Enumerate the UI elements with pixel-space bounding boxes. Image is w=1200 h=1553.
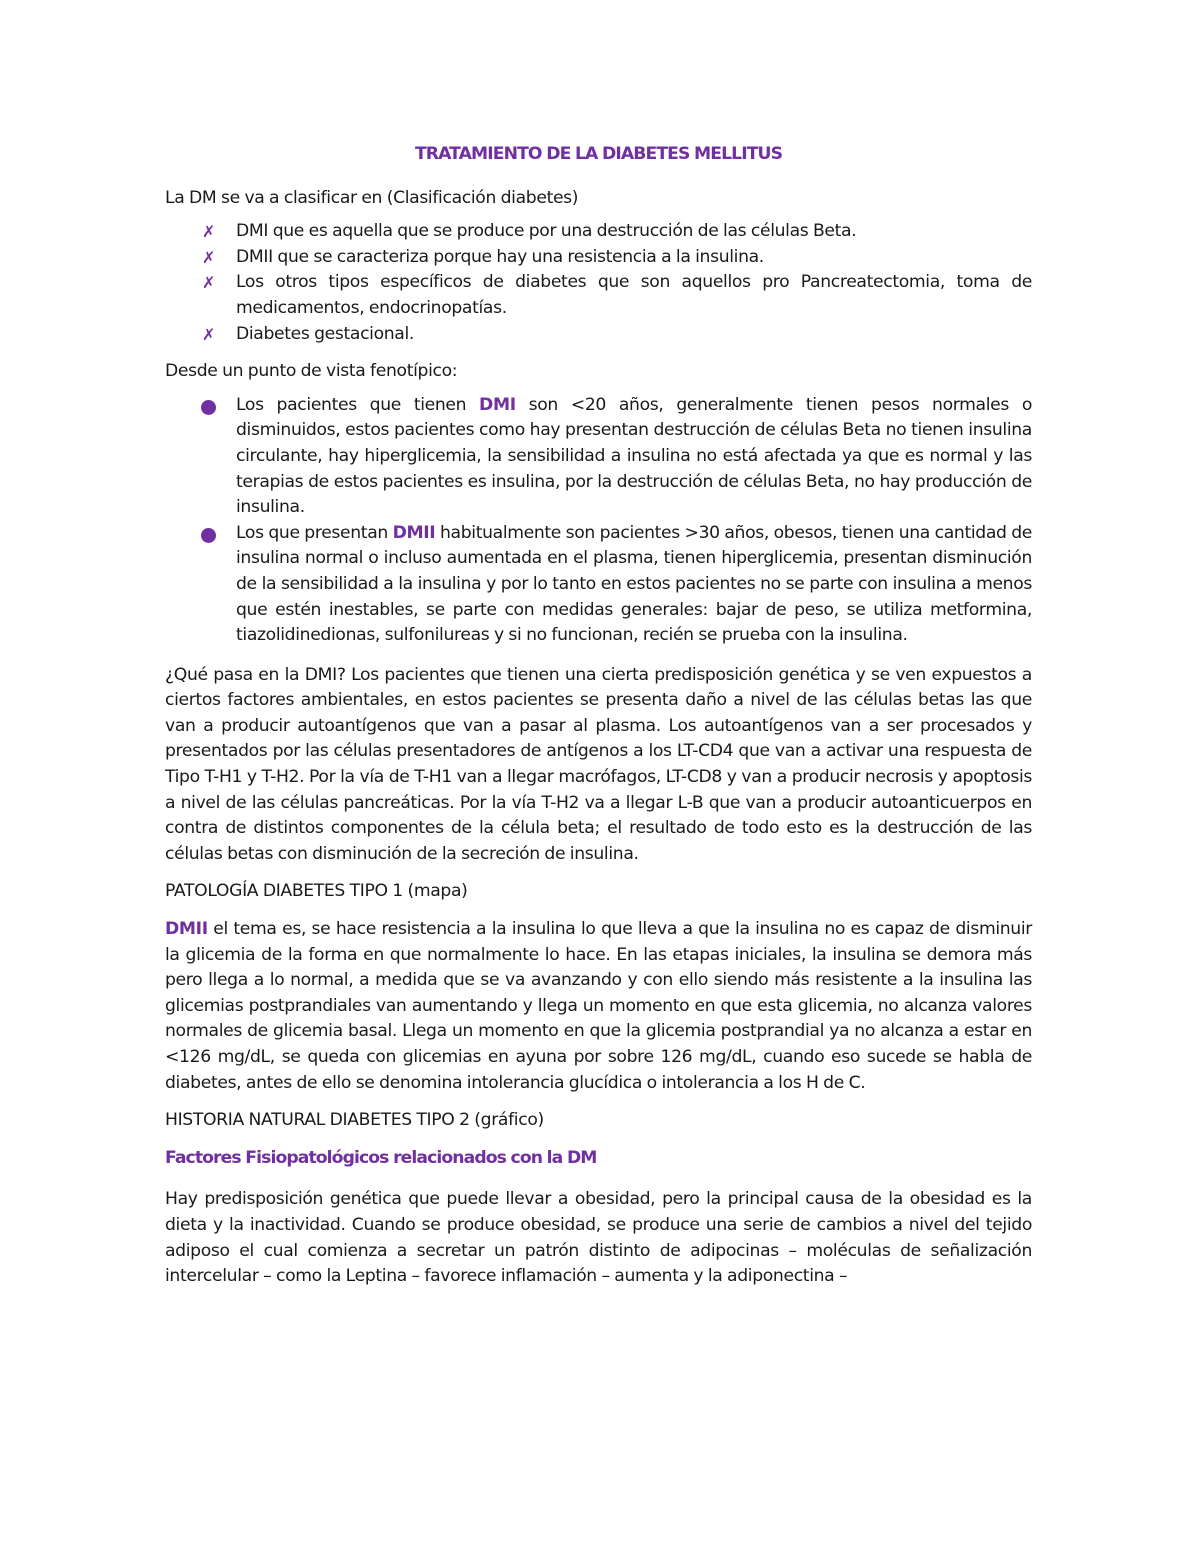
classification-list [165,219,1032,347]
list-item-text-end: habitualmente son pacientes >30 años, obesos, tienen una cantidad de insulina normal o incluso aumentada en el plasma, tienen hiperglicemia, presentan disminución de la sensibilidad a la insulina y por lo tanto en estos pacientes no se parte con insulina a menos que estén inestables, se parte con medidas generales: bajar de peso, se utiliza metformina, tiazolidinedionas, sulfonilureas y si no funcionan, recién se prueba con la insulina. [236,522,1032,646]
dmi-paragraph: ¿Qué pasa en la DMI? Los pacientes que tienen una cierta predisposición genética y se ven expuestos a ciertos factores ambientales, en estos pacientes se presenta daño a nivel de las células betas las que van a producir autoantígenos que van a pasar al plasma. Los autoantígenos van a ser procesados y presentados por las células presentadores de antígenos a los LT-CD4 que van a activar una respuesta de Tipo T-H1 y T-H2. Por la vía de T-H1 van a llegar macrófagos, LT-CD8 y van a producir necrosis y apoptosis a nivel de las células pancreáticas. Por la vía T-H2 va a llegar L-B que van a producir autoanticuerpos en contra de distintos componentes de la célula beta; el resultado de todo esto es la destrucción de las células betas con disminución de la secreción de insulina. [165,664,1032,864]
dmii-paragraph-text: el tema es, se hace resistencia a la insulina lo que lleva a que la insulina no es capaz de disminuir la glicemia de la forma en que normalmente lo hace. En las etapas iniciales, la insulina se demora más pero llega a lo normal, a medida que se va avanzando y con ello siendo más resistente a la insulina las glicemias postprandiales van aumentando y llega un momento en que esta glicemia, no alcanza valores normales de glicemia basal. Llega un momento en que la glicemia postprandial ya no alcanza a estar en <126 mg/dL, se queda con glicemias en ayuna por sobre 126 mg/dL, cuando eso sucede se habla de diabetes, antes de ello se denomina intolerancia glucídica o intolerancia a los H de C. [165,919,1032,1093]
list-item-text: Diabetes gestacional. [236,323,415,344]
list-item-text: DMI que es aquella que se produce por una destrucción de las células Beta. [236,221,857,242]
cross-bullet-icon: ✗ [202,273,216,293]
list-item-text-end: son <20 años, generalmente tienen pesos normales o disminuidos, estos pacientes como hay presentan destrucción de células Beta no tienen insulina circulante, hay hiperglicemia, la sensibilidad a insulina no está afectada ya que es normal y las terapias de estos pacientes es insulina, por la destrucción de células Beta, no hay producción de insulina. [236,394,1033,518]
dmii-paragraph [165,917,1032,1096]
list-item [165,245,1032,271]
document-title: TRATAMIENTO DE LA DIABETES MELLITUS [414,144,783,164]
list-item [165,270,1032,321]
factores-paragraph: Hay predisposición genética que puede llevar a obesidad, pero la principal causa de la obesidad es la dieta y la inactividad. Cuando se produce obesidad, se produce una serie de cambios a nivel del tejido adiposo el cual comienza a secretar un patrón distinto de adipocinas – moléculas de señalización intercelular – como la Leptina – favorece inflamación – aumenta y la adiponectina – [165,1189,1032,1287]
list-item-text: Los otros tipos específicos de diabetes que son aquellos pro Pancreatectomia, toma de medicamentos, endocrinopatías. [236,272,1032,318]
dmii-highlight: DMII [165,919,208,940]
cross-bullet-icon: ✗ [202,222,216,242]
intro-paragraph: La DM se va a clasificar en (Clasificación diabetes) [165,187,579,208]
historia-heading: HISTORIA NATURAL DIABETES TIPO 2 (gráfico) [165,1110,544,1131]
list-item [165,219,1032,245]
cross-bullet-icon: ✗ [202,324,216,344]
circle-bullet-icon [201,400,216,415]
list-item-text-start: Los pacientes que tienen [236,394,480,415]
fenotipo-list [165,393,1032,649]
list-item-text-start: Los que presentan [236,522,393,543]
list-item [165,521,1032,649]
list-item [165,322,1032,348]
list-item [165,393,1032,521]
patologia-heading: PATOLOGÍA DIABETES TIPO 1 (mapa) [165,881,468,902]
fenotipo-heading: Desde un punto de vista fenotípico: [165,361,458,382]
dmii-highlight: DMII [392,522,436,543]
dmi-highlight: DMI [479,394,516,415]
circle-bullet-icon [201,528,216,543]
cross-bullet-icon: ✗ [202,247,216,267]
list-item-text: DMII que se caracteriza porque hay una resistencia a la insulina. [236,246,764,267]
factores-heading: Factores Fisiopatológicos relacionados con la DM [165,1147,597,1168]
